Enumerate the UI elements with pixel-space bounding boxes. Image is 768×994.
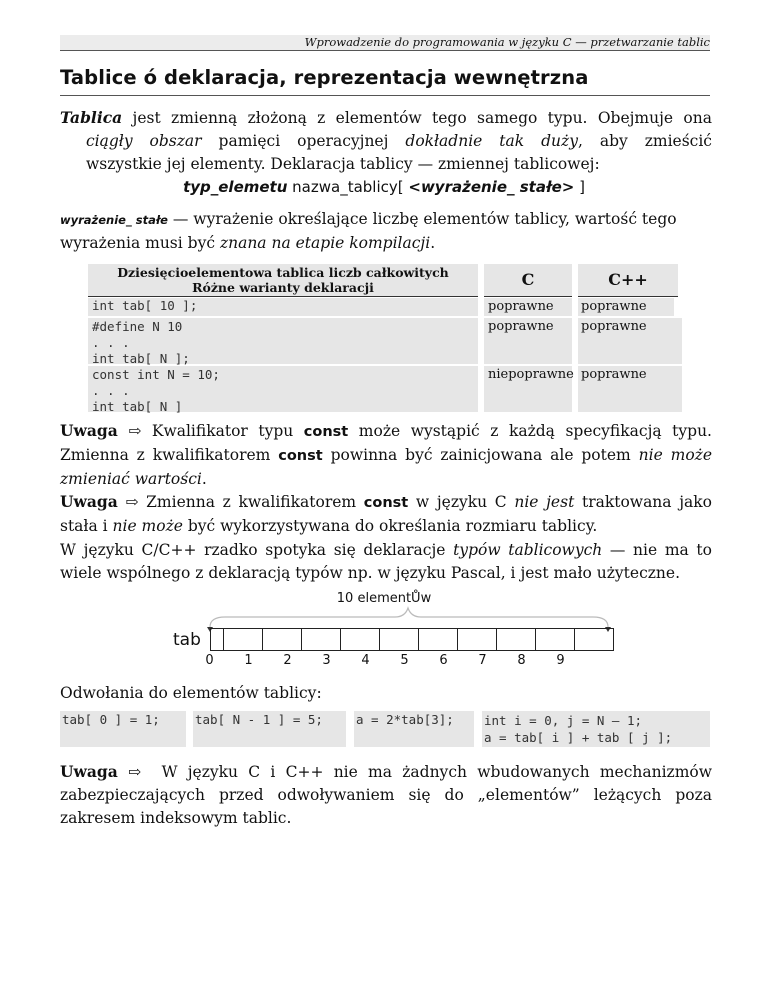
table-cell-cpp: poprawne — [578, 298, 674, 316]
intro-line-3: wszystkie jej elementy. Deklaracja tablicy — zmiennej tablicowej: — [86, 155, 600, 173]
array-cell — [223, 628, 263, 651]
array-cells — [210, 628, 614, 653]
page-title: Tablice ó deklaracja, reprezentacja wewnętrzna — [60, 66, 710, 96]
array-cell — [340, 628, 380, 651]
array-cell — [457, 628, 497, 651]
intro-line-2: ciągły obszar pamięci operacyjnej dokładnie tak duży, aby zmieścić — [86, 132, 712, 150]
array-index-label: 7 — [478, 653, 487, 668]
access-heading: Odwołania do elementów tablicy: — [60, 684, 322, 702]
array-index-label: 4 — [361, 653, 370, 668]
note-label: Uwaga — [60, 492, 118, 511]
array-index-label: 2 — [283, 653, 292, 668]
array-index-label: 8 — [517, 653, 526, 668]
note-label: Uwaga — [60, 762, 118, 781]
table-row: const int N = 10; . . . int tab[ N ] — [88, 366, 478, 412]
table-head-cpp: C++ — [578, 264, 678, 296]
intro-term: Tablica — [60, 108, 123, 127]
arrow-icon: ⇨ — [128, 422, 142, 440]
expr-term: wyrażenie_ stałe — [60, 213, 168, 227]
intro-line-1: Tablica jest zmienną złożoną z elementów tego samego typu. Obejmuje ona — [60, 108, 712, 127]
table-head-rule — [578, 296, 678, 297]
table-row: int tab[ 10 ]; — [88, 298, 478, 316]
running-title: Wprowadzenie do programowania w języku C — przetwarzanie tablic — [304, 35, 710, 49]
table-cell-c: poprawne — [488, 319, 554, 334]
table-head-variants: Dziesięcioelementowa tablica liczb całkowitych Różne warianty deklaracji — [88, 264, 478, 296]
array-name-label: tab — [173, 630, 201, 650]
array-cell — [535, 628, 575, 651]
table-head-rule — [484, 296, 572, 297]
running-header — [60, 35, 710, 51]
table-head-c: C — [484, 264, 572, 296]
array-index-label: 6 — [439, 653, 448, 668]
array-cell — [379, 628, 419, 651]
note-const-2: Uwaga ⇨ Zmienna z kwalifikatorem const w języku C nie jest traktowana jako stała i nie może być wykorzystywana do określania rozmiaru tablicy. — [60, 492, 712, 535]
array-index-label: 3 — [322, 653, 331, 668]
array-index-label: 1 — [244, 653, 253, 668]
table-cell-cpp: poprawne — [581, 367, 647, 382]
note-const-1: Uwaga ⇨ Kwalifikator typu const może wystąpić z każdą specyfikacją typu. Zmienna z kwalifikatorem const powinna być zainicjowana ale potem nie może zmieniać wartości. — [60, 421, 712, 488]
intro-paragraph — [60, 106, 712, 176]
syntax-line: typ_elemetu nazwa_tablicy[ <wyrażenie_ stałe> ] — [183, 178, 585, 196]
code-box-assign-last: tab[ N - 1 ] = 5; — [193, 711, 346, 747]
code-box-assign-first: tab[ 0 ] = 1; — [60, 711, 186, 747]
array-index-label: 5 — [400, 653, 409, 668]
code-box-index-vars: int i = 0, j = N – 1; a = tab[ i ] + tab [ j ]; — [482, 711, 710, 747]
array-cell — [496, 628, 536, 651]
table-head-rule — [88, 296, 478, 297]
array-index-label: 0 — [205, 653, 214, 668]
arrow-icon: ⇨ — [125, 493, 139, 511]
array-cell-lead — [210, 628, 224, 651]
expr-definition: wyrażenie_ stałe — wyrażenie określające liczbę elementów tablicy, wartość tego wyrażenia musi być znana na etapie kompilacji. — [60, 210, 677, 252]
declarations-table — [88, 264, 682, 412]
table-row: #define N 10 . . . int tab[ N ]; — [88, 318, 478, 364]
note-bounds: Uwaga ⇨ W języku C i C++ nie ma żadnych wbudowanych mechanizmów zabezpieczających przed odwoływaniem się do „elementów” leżących poza zakresem indeksowym tablic. — [60, 762, 712, 827]
arrow-icon: ⇨ — [128, 763, 142, 781]
table-cell-c: niepoprawne — [488, 367, 574, 382]
array-indices — [205, 653, 614, 671]
array-cell — [301, 628, 341, 651]
syntax-type: typ_elemetu — [183, 178, 288, 196]
code-box-read: a = 2*tab[3]; — [354, 711, 474, 747]
array-cell — [262, 628, 302, 651]
brace-label: 10 elementŮw — [336, 591, 432, 606]
array-index-label: 9 — [556, 653, 565, 668]
table-cell-cpp: poprawne — [581, 319, 647, 334]
array-cell — [574, 628, 614, 651]
note-label: Uwaga — [60, 421, 118, 440]
array-cell — [418, 628, 458, 651]
table-cell-c: poprawne — [484, 298, 572, 316]
paragraph-array-types: W języku C/C++ rzadko spotyka się deklaracje typów tablicowych — nie ma to wiele wspólnego z deklaracją typów np. w języku Pascal, i jest mało użyteczne. — [60, 541, 712, 582]
